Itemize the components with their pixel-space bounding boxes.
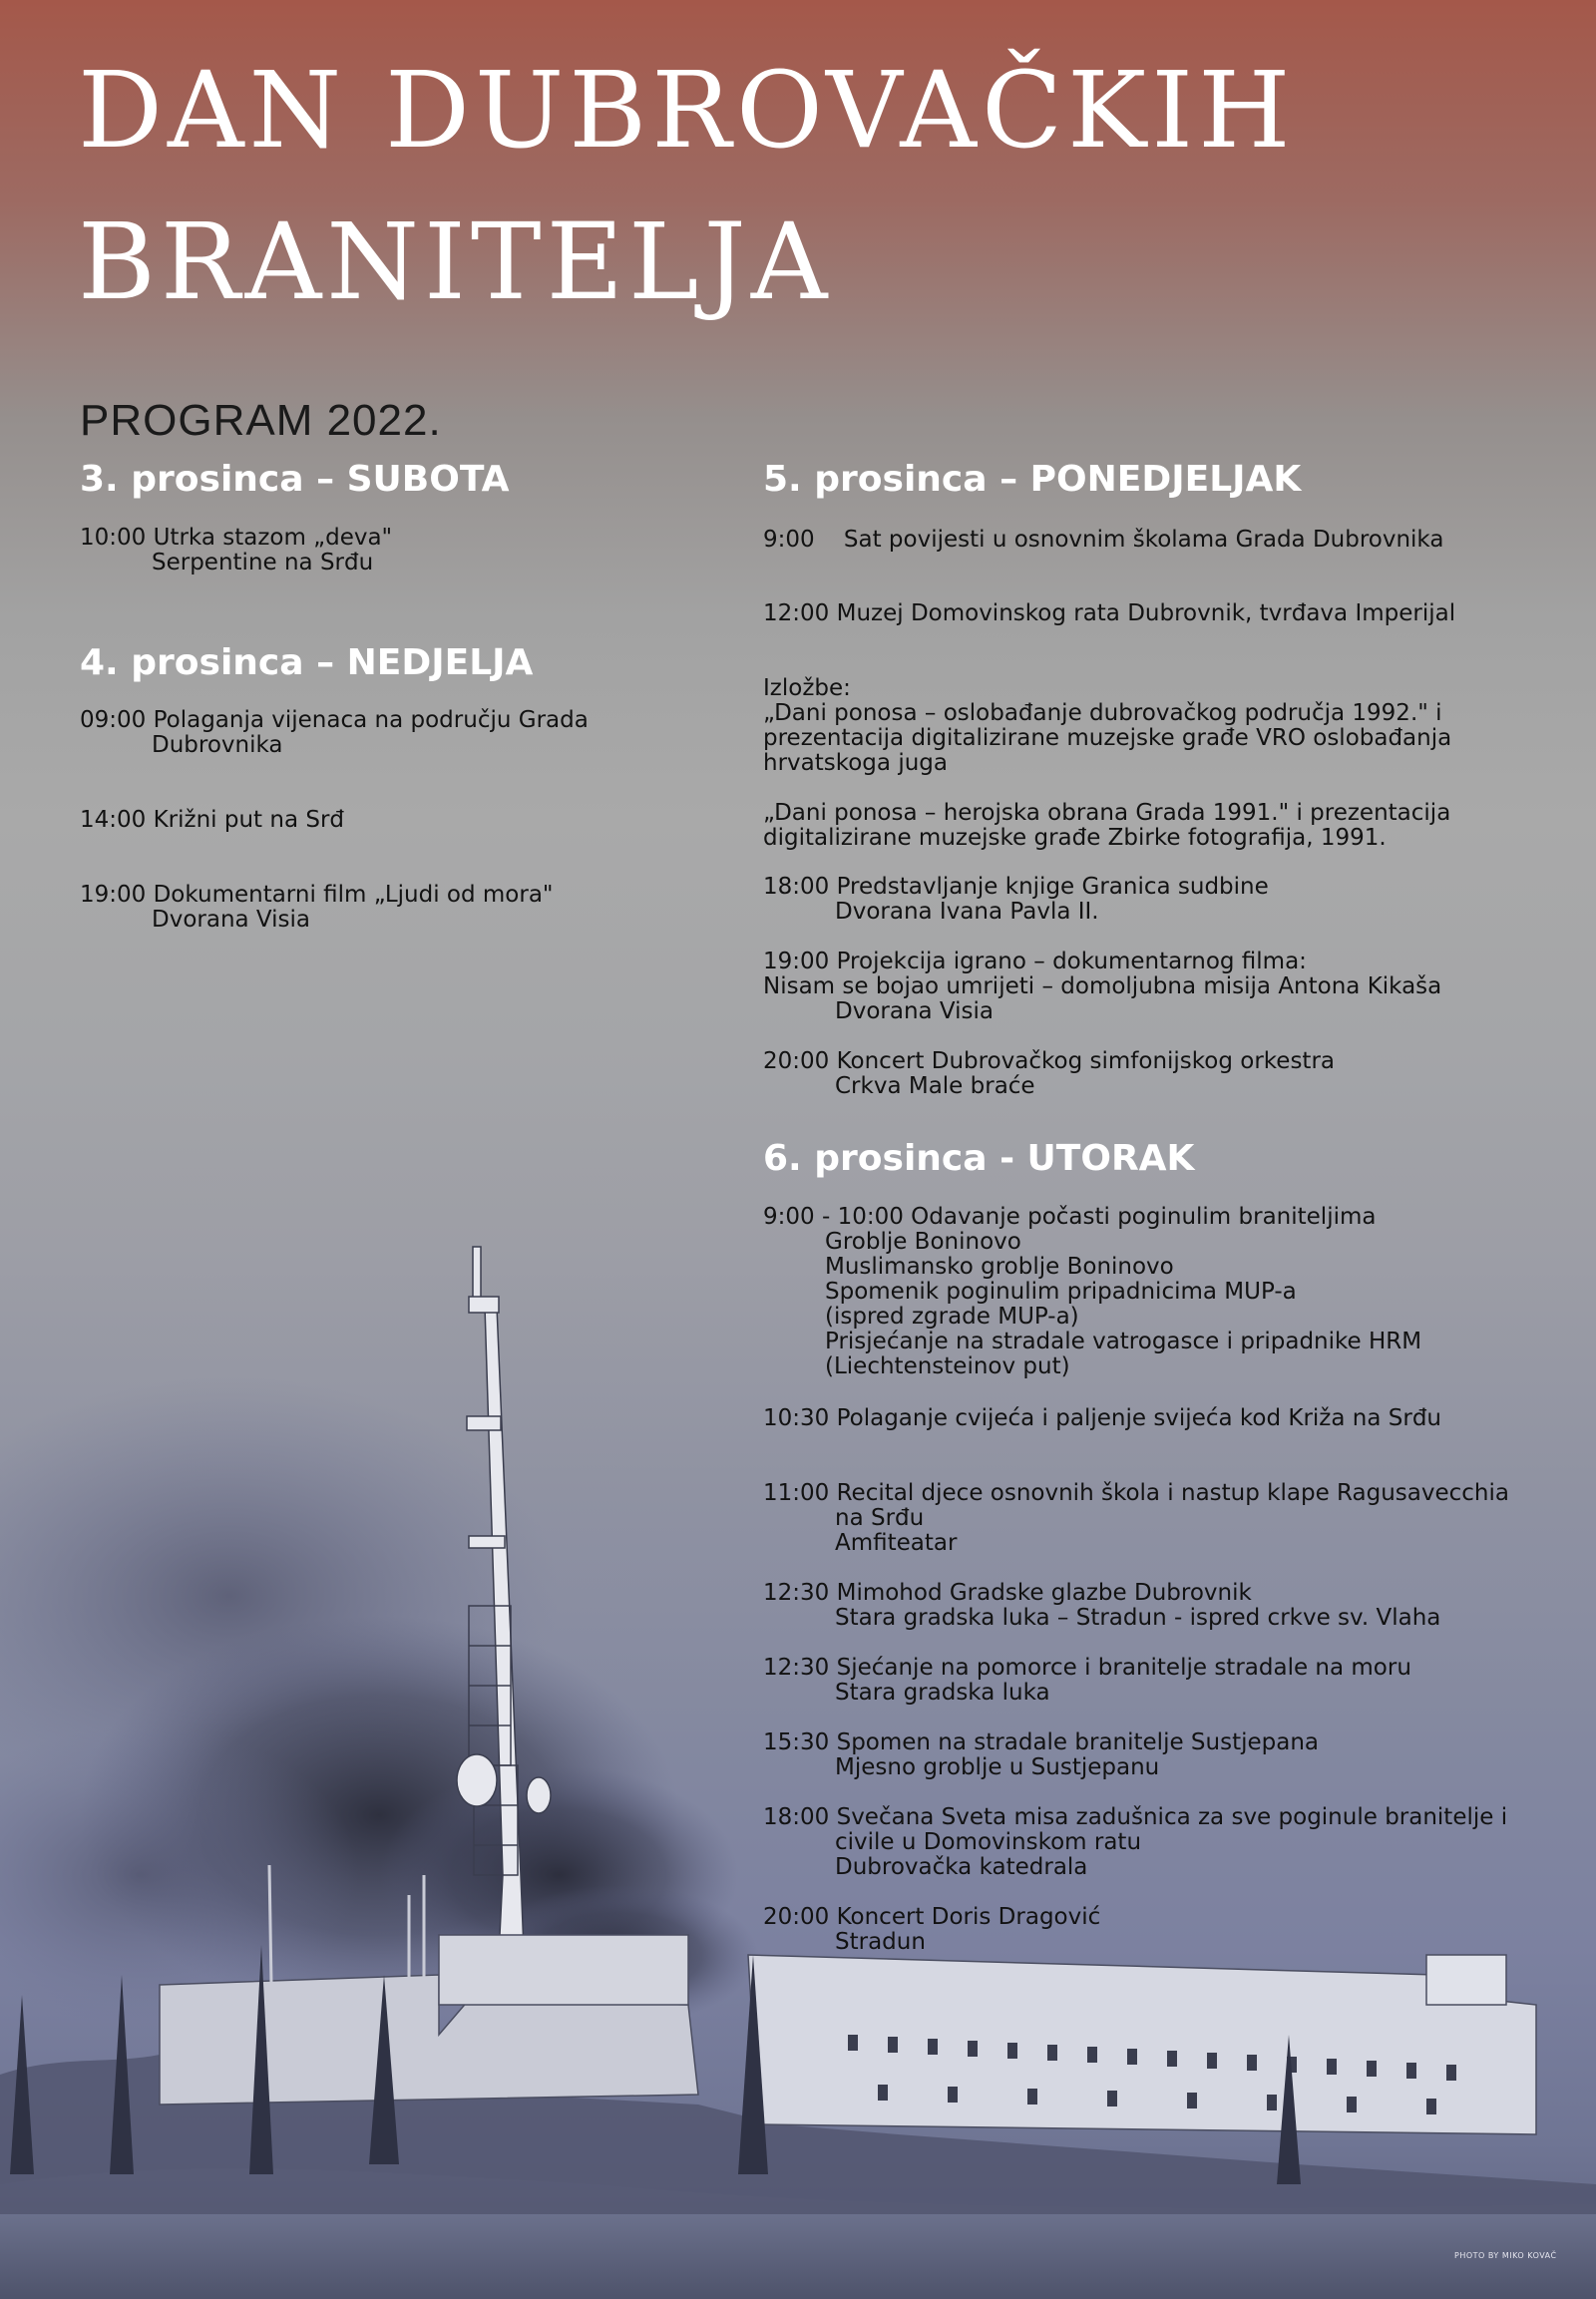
event-line: 12:00 Muzej Domovinskog rata Dubrovnik, tvrđava Imperijal: [763, 600, 1456, 626]
event-line: 19:00 Projekcija igrano – dokumentarnog filma:: [763, 949, 1307, 974]
event-line: Dvorana Ivana Pavla II.: [835, 899, 1099, 925]
event-line: 18:00 Predstavljanje knjige Granica sudbine: [763, 874, 1269, 900]
event-line: 09:00 Polaganja vijenaca na području Grada: [80, 707, 589, 733]
event-line: (Liechtensteinov put): [825, 1353, 1070, 1379]
event-item: [763, 875, 1269, 925]
event-item: [763, 1205, 1421, 1379]
event-item: [763, 1481, 1509, 1556]
event-line: civile u Domovinskom ratu: [835, 1829, 1142, 1855]
day-heading-5-prosinca: 5. prosinca – PONEDJELJAK: [763, 459, 1302, 500]
event-item: [763, 1730, 1319, 1780]
event-line: 15:30 Spomen na stradale branitelje Sustjepana: [763, 1729, 1319, 1755]
event-line: 19:00 Dokumentarni film „Ljudi od mora": [80, 882, 554, 908]
event-line: (ispred zgrade MUP-a): [825, 1304, 1079, 1330]
photo-credit: PHOTO BY MIKO KOVAČ: [1454, 2251, 1557, 2260]
event-item: [763, 1656, 1411, 1706]
event-line: 9:00 - 10:00 Odavanje počasti poginulim braniteljima: [763, 1204, 1377, 1230]
event-line: prezentacija digitalizirane muzejske građe VRO oslobađanja: [763, 725, 1452, 751]
event-line: „Dani ponosa – herojska obrana Grada 1991." i prezentacija: [763, 800, 1451, 826]
event-line: digitalizirane muzejske građe Zbirke fotografija, 1991.: [763, 825, 1387, 851]
day-heading-4-prosinca: 4. prosinca – NEDJELJA: [80, 642, 534, 683]
program-label: PROGRAM 2022.: [80, 396, 442, 445]
event-line: Serpentine na Srđu: [152, 550, 374, 575]
event-line: 11:00 Recital djece osnovnih škola i nastup klape Ragusavecchia: [763, 1480, 1509, 1506]
event-item: [763, 528, 1443, 553]
event-line: 10:30 Polaganje cvijeća i paljenje svijeća kod Križa na Srđu: [763, 1405, 1441, 1431]
event-line: 18:00 Svečana Sveta misa zadušnica za sve poginule branitelje i: [763, 1804, 1508, 1830]
event-line: Stara gradska luka: [835, 1680, 1050, 1706]
event-item: [763, 950, 1441, 1024]
event-line: Dvorana Visia: [152, 907, 311, 933]
event-line: 10:00 Utrka stazom „deva": [80, 525, 393, 551]
event-item: [80, 808, 344, 833]
event-item: [763, 601, 1455, 626]
event-line: hrvatskoga juga: [763, 750, 948, 776]
event-line: na Srđu: [835, 1505, 925, 1531]
event-line: Stara gradska luka – Stradun - ispred crkve sv. Vlaha: [835, 1605, 1441, 1631]
event-line: „Dani ponosa – oslobađanje dubrovačkog područja 1992." i: [763, 700, 1442, 726]
event-line: Groblje Boninovo: [825, 1229, 1021, 1255]
event-line: Izložbe:: [763, 675, 851, 701]
event-line: Dvorana Visia: [835, 998, 995, 1024]
event-item: [763, 1581, 1440, 1631]
event-line: Nisam se bojao umrijeti – domoljubna misija Antona Kikaša: [763, 973, 1442, 999]
event-line: Dubrovačka katedrala: [835, 1854, 1088, 1880]
event-line: 14:00 Križni put na Srđ: [80, 807, 345, 833]
event-item: [763, 1406, 1441, 1431]
event-line: 9:00 Sat povijesti u osnovnim školama Grada Dubrovnika: [763, 527, 1444, 553]
event-line: Crkva Male braće: [835, 1073, 1035, 1099]
event-item: [763, 1905, 1100, 1955]
event-line: 20:00 Koncert Doris Dragović: [763, 1904, 1101, 1930]
poster-title-line2: BRANITELJA: [78, 200, 833, 323]
event-line: 12:30 Sjećanje na pomorce i branitelje stradale na moru: [763, 1655, 1411, 1681]
event-line: Prisjećanje na stradale vatrogasce i pripadnike HRM: [825, 1329, 1422, 1354]
event-line: 20:00 Koncert Dubrovačkog simfonijskog orkestra: [763, 1048, 1336, 1074]
event-item: [763, 1049, 1335, 1099]
event-item: [763, 1805, 1507, 1880]
event-item: [763, 801, 1450, 851]
day-heading-6-prosinca: 6. prosinca - UTORAK: [763, 1138, 1195, 1179]
event-item: [80, 526, 392, 575]
event-line: 12:30 Mimohod Gradske glazbe Dubrovnik: [763, 1580, 1252, 1606]
day-heading-3-prosinca: 3. prosinca – SUBOTA: [80, 459, 510, 500]
event-item: [80, 883, 554, 933]
event-item: [763, 676, 1451, 776]
event-line: Muslimansko groblje Boninovo: [825, 1254, 1174, 1280]
event-item: [80, 708, 589, 758]
poster-title-line1: DAN DUBROVAČKIH: [78, 49, 1296, 172]
event-line: Spomenik poginulim pripadnicima MUP-a: [825, 1279, 1297, 1305]
event-line: Stradun: [835, 1929, 926, 1955]
event-line: Dubrovnika: [152, 732, 283, 758]
event-line: Amfiteatar: [835, 1530, 958, 1556]
event-line: Mjesno groblje u Sustjepanu: [835, 1754, 1160, 1780]
